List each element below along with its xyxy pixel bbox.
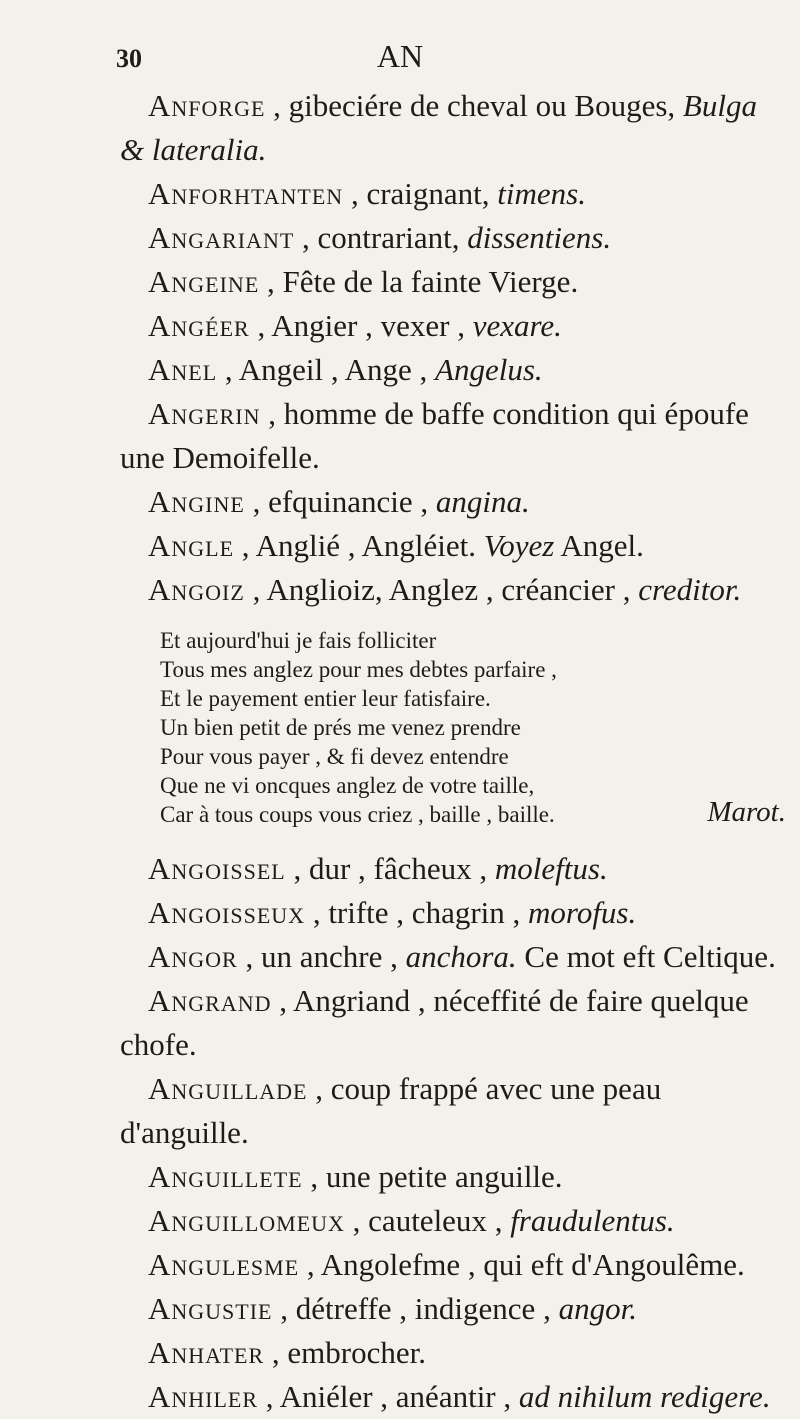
entry-separator: , bbox=[495, 1379, 519, 1414]
entry-headword: Angle bbox=[148, 528, 235, 563]
entry-separator: , bbox=[244, 484, 269, 519]
entry-headword: Angéer bbox=[148, 308, 250, 343]
entry-definition: détreffe , indigence bbox=[295, 1291, 536, 1326]
entry-separator: , bbox=[244, 572, 267, 607]
entry-definition: Angier , vexer bbox=[271, 308, 450, 343]
dictionary-entry bbox=[120, 935, 780, 979]
entry-definition: coup frappé avec une peau d'anguille. bbox=[120, 1071, 662, 1150]
entry-separator: , bbox=[237, 939, 261, 974]
entry-separator: , bbox=[249, 308, 272, 343]
entry-separator: , bbox=[234, 528, 256, 563]
quotation-line: Un bien petit de prés me venez prendre bbox=[160, 715, 521, 740]
quotation-line: Tous mes anglez pour mes debtes parfaire , bbox=[160, 657, 557, 682]
entry-latin: timens. bbox=[497, 176, 586, 211]
entry-headword: Angor bbox=[148, 939, 238, 974]
entry-definition: Anglioiz, Anglez , créancier bbox=[266, 572, 615, 607]
dictionary-entry bbox=[120, 84, 780, 172]
entry-headword: Angulesme bbox=[148, 1247, 300, 1282]
entry-definition: gibeciére de cheval bbox=[288, 88, 528, 123]
entry-separator: , bbox=[382, 939, 406, 974]
dictionary-entry bbox=[120, 568, 780, 612]
entry-separator: , bbox=[217, 352, 239, 387]
quotation-line: Que ne vi oncques anglez de votre taille, bbox=[160, 773, 535, 798]
entry-crossref: Voyez bbox=[483, 528, 555, 563]
entry-definition: trifte , chagrin bbox=[328, 895, 505, 930]
entry-separator: , bbox=[285, 851, 309, 886]
entry-headword: Angoisseux bbox=[148, 895, 306, 930]
dictionary-entry bbox=[120, 172, 780, 216]
dictionary-entry bbox=[120, 524, 780, 568]
entry-latin: dissentiens. bbox=[467, 220, 612, 255]
entry-latin: Bulga & lateralia. bbox=[120, 88, 757, 167]
entry-definition: Angeil , Ange bbox=[238, 352, 412, 387]
entry-connector: ou bbox=[527, 88, 575, 123]
entries-top bbox=[120, 84, 780, 612]
entry-separator: , bbox=[411, 352, 436, 387]
entry-definition: Anglié , Angléiet. bbox=[255, 528, 476, 563]
entry-definition: craignant bbox=[366, 176, 482, 211]
entry-separator: , bbox=[299, 1247, 321, 1282]
entry-headword: Anforge bbox=[148, 88, 266, 123]
entry-definition: embrocher. bbox=[287, 1335, 426, 1370]
dictionary-entry bbox=[120, 260, 780, 304]
entry-headword: Angeine bbox=[148, 264, 260, 299]
running-head: AN bbox=[376, 38, 424, 74]
entries-column bbox=[120, 84, 786, 1419]
entry-separator: , bbox=[486, 1203, 511, 1238]
quotation-lines bbox=[160, 626, 780, 829]
entry-latin: morofus. bbox=[528, 895, 637, 930]
entry-definition: Angolefme , qui eft d'Angoulême. bbox=[320, 1247, 745, 1282]
entry-note: Ce mot eft Celtique. bbox=[516, 939, 776, 974]
entry-headword: Angustie bbox=[148, 1291, 273, 1326]
entry-definition: contrariant bbox=[317, 220, 452, 255]
dictionary-entry bbox=[120, 979, 780, 1067]
entry-latin: angina. bbox=[435, 484, 530, 519]
entry-headword: Anguillete bbox=[148, 1159, 303, 1194]
quotation-block bbox=[160, 626, 786, 829]
page-number: 30 bbox=[116, 44, 142, 73]
entry-definition: Angriand , néceffité de faire quelque chofe. bbox=[120, 983, 749, 1062]
entry-definition: dur , fâcheux bbox=[308, 851, 472, 886]
entry-headword: Anhater bbox=[148, 1335, 265, 1370]
entry-separator: , bbox=[449, 308, 473, 343]
dictionary-entry bbox=[120, 847, 780, 891]
quotation-attribution: Marot. bbox=[707, 796, 786, 828]
dictionary-entry bbox=[120, 216, 780, 260]
entry-definition: efquinancie bbox=[268, 484, 413, 519]
dictionary-entry bbox=[120, 348, 780, 392]
entry-latin: Angelus. bbox=[435, 352, 543, 387]
entry-headword: Anel bbox=[148, 352, 218, 387]
entry-definition: Aniéler , anéantir bbox=[279, 1379, 496, 1414]
dictionary-entry bbox=[120, 1067, 780, 1155]
dictionary-entry bbox=[120, 480, 780, 524]
entry-definition: cauteleux bbox=[368, 1203, 487, 1238]
entry-latin: angor. bbox=[558, 1291, 637, 1326]
entry-separator: , bbox=[667, 88, 683, 123]
entry-separator: , bbox=[471, 851, 495, 886]
entry-separator: , bbox=[259, 264, 283, 299]
entry-separator: , bbox=[302, 1159, 326, 1194]
entry-latin: moleftus. bbox=[494, 851, 608, 886]
entry-definition-alt: Angel. bbox=[554, 528, 644, 563]
entry-latin: creditor. bbox=[638, 572, 742, 607]
quotation-line: Pour vous payer , & fi devez entendre bbox=[160, 744, 509, 769]
entry-definition: une petite anguille. bbox=[325, 1159, 563, 1194]
entry-separator: , bbox=[258, 1379, 280, 1414]
dictionary-entry bbox=[120, 304, 780, 348]
entry-headword: Anhiler bbox=[148, 1379, 259, 1414]
entry-separator: , bbox=[294, 220, 318, 255]
entry-separator: , bbox=[344, 1203, 369, 1238]
dictionary-entry bbox=[120, 1199, 780, 1243]
entry-separator: , bbox=[504, 895, 529, 930]
entry-separator: , bbox=[451, 220, 468, 255]
entry-headword: Angoissel bbox=[148, 851, 286, 886]
entry-headword: Angrand bbox=[148, 983, 272, 1018]
entry-definition: un anchre bbox=[260, 939, 383, 974]
entry-headword: Angariant bbox=[148, 220, 295, 255]
entry-separator: , bbox=[343, 176, 367, 211]
entry-headword: Anguillade bbox=[148, 1071, 308, 1106]
quotation-line: Et le payement entier leur fatisfaire. bbox=[160, 686, 491, 711]
entry-headword: Angoiz bbox=[148, 572, 245, 607]
entry-latin: vexare. bbox=[472, 308, 562, 343]
entry-latin: ad nihilum redigere. bbox=[518, 1379, 771, 1414]
entry-separator: , bbox=[272, 1291, 296, 1326]
entry-separator: , bbox=[412, 484, 436, 519]
entry-headword: Anforhtanten bbox=[148, 176, 344, 211]
entry-separator: , bbox=[265, 88, 289, 123]
page-header bbox=[0, 38, 800, 78]
entry-latin: anchora. bbox=[405, 939, 517, 974]
entry-separator: , bbox=[271, 983, 294, 1018]
entry-separator: , bbox=[535, 1291, 559, 1326]
dictionary-entry bbox=[120, 891, 780, 935]
entries-bottom bbox=[120, 847, 780, 1419]
entry-separator: , bbox=[264, 1335, 288, 1370]
dictionary-entry bbox=[120, 1243, 780, 1287]
entry-separator: , bbox=[481, 176, 498, 211]
entry-connector bbox=[476, 528, 484, 563]
entry-separator: , bbox=[260, 396, 284, 431]
entry-separator: , bbox=[614, 572, 639, 607]
dictionary-entry bbox=[120, 1155, 780, 1199]
entry-definition: Fête de la fainte Vierge. bbox=[282, 264, 579, 299]
dictionary-entry bbox=[120, 1331, 780, 1375]
entry-headword: Angine bbox=[148, 484, 245, 519]
dictionary-entry bbox=[120, 392, 780, 480]
entry-headword: Angerin bbox=[148, 396, 261, 431]
dictionary-entry bbox=[120, 1287, 780, 1331]
entry-separator: , bbox=[307, 1071, 331, 1106]
entry-headword: Anguillomeux bbox=[148, 1203, 345, 1238]
entry-definition: homme de baffe condition qui époufe une Demoifelle. bbox=[120, 396, 749, 475]
quotation-line: Car à tous coups vous criez , baille , baille. bbox=[160, 802, 555, 827]
entry-definition-alt: Bouges bbox=[574, 88, 668, 123]
quotation-line: Et aujourd'hui je fais folliciter bbox=[160, 628, 437, 653]
entry-latin: fraudulentus. bbox=[510, 1203, 675, 1238]
dictionary-entry bbox=[120, 1375, 780, 1419]
entry-separator: , bbox=[305, 895, 329, 930]
